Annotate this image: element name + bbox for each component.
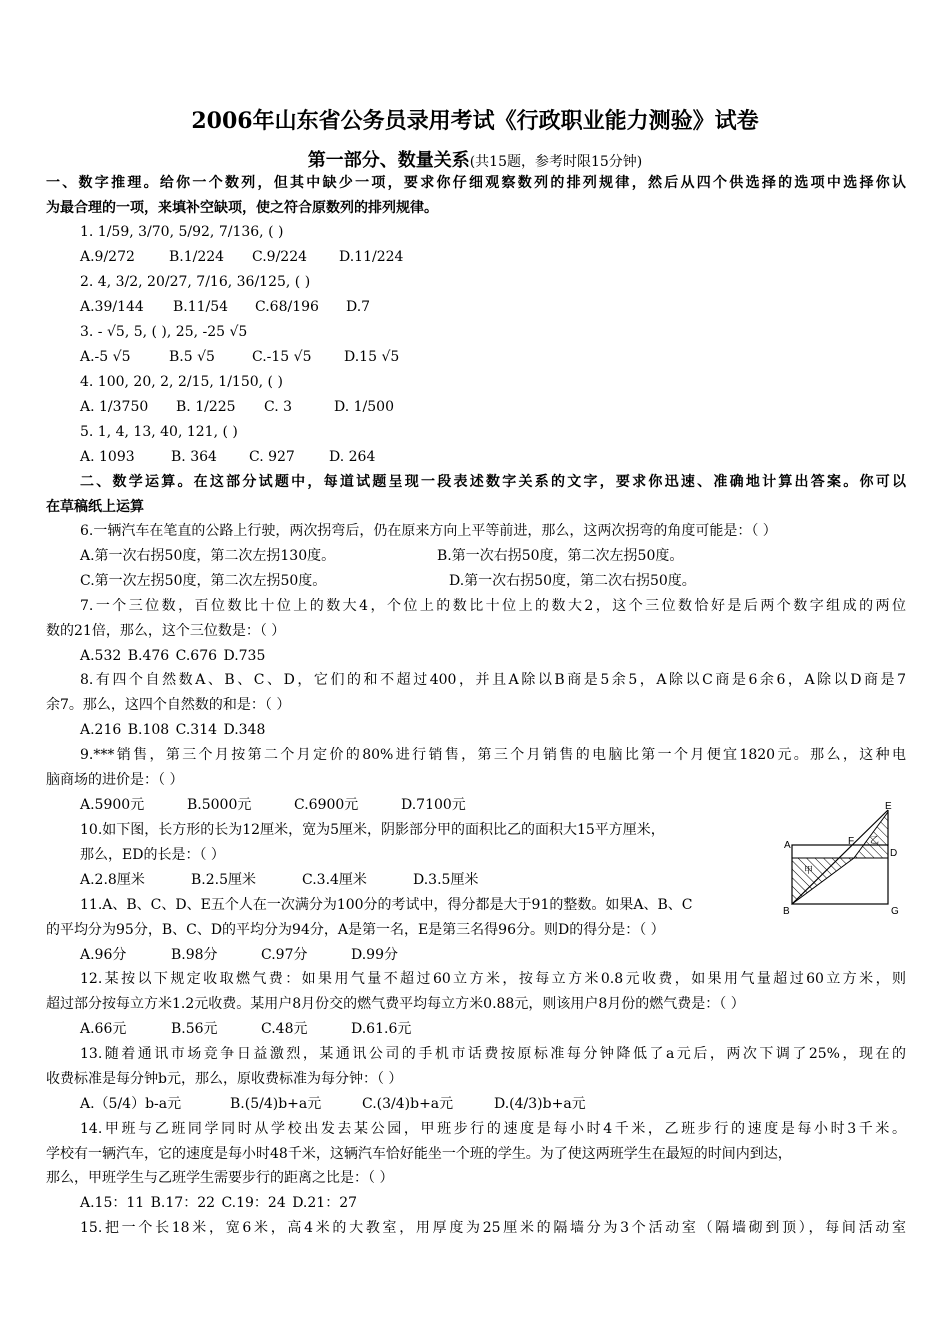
part-title: 第一部分、数量关系	[307, 150, 470, 171]
q11-option-d: D.99分	[351, 947, 398, 963]
q8-line2: 余7。那么，这四个自然数的和是：（ ）	[46, 697, 291, 713]
q4-option-c: C. 3	[264, 399, 293, 415]
q13-options	[80, 1094, 586, 1114]
q4-option-b: B. 1/225	[176, 399, 236, 415]
q9-line2: 脑商场的进价是：（ ）	[46, 772, 184, 788]
q14-line2: 学校有一辆汽车，它的速度是每小时48千米，这辆汽车恰好能坐一个班的学生。为了使这两班学生在最短的时间内到达，	[46, 1146, 792, 1162]
q10-option-c: C.3.4厘米	[302, 872, 367, 888]
q5-option-d: D. 264	[329, 449, 376, 465]
q9-option-b: B.5000元	[187, 797, 252, 813]
section1-instruction-line1: 一、数字推理。给你一个数列，但其中缺少一项，要求你仔细观察数列的排列规律，然后从四个供选择的选项中选择你认	[46, 175, 906, 191]
section2-instruction-line1: 二、数学运算。在这部分试题中，每道试题呈现一段表述数字关系的文字，要求你迅速、准确地计算出答案。你可以	[80, 474, 906, 490]
q7-line2: 数的21倍，那么，这个三位数是：（ ）	[46, 623, 286, 639]
label-g: G	[891, 906, 899, 917]
label-a: A	[784, 840, 791, 851]
q3-option-d: D.15 √5	[344, 349, 400, 365]
figure-shaded-yi	[854, 812, 888, 858]
q11-option-b: B.98分	[171, 947, 218, 963]
section2-instruction-line2: 在草稿纸上运算	[46, 499, 144, 515]
q15-line1: 15.把一个长18米，宽6米，高4米的大教室，用厚度为25厘米的隔墙分为3个活动室（隔墙砌到顶），每间活动室	[80, 1220, 906, 1236]
label-jia: 甲	[804, 866, 814, 876]
q12-line2: 超过部分按每立方米1.2元收费。某用户8月份交的燃气费平均每立方米0.88元，则该用户8月份的燃气费是：（ ）	[46, 996, 745, 1012]
q13-option-c: C.(3/4)b+a元	[362, 1096, 454, 1112]
q13-option-b: B.(5/4)b+a元	[230, 1096, 322, 1112]
q10-option-d: D.3.5厘米	[413, 872, 479, 888]
q3-option-b: B.5 √5	[169, 349, 215, 365]
q11-line2: 的平均分为95分，B、C、D的平均分为94分，A是第一名，E是第三名得96分。则D的得分是：（ ）	[46, 922, 665, 938]
q6-text: 6.一辆汽车在笔直的公路上行驶，两次拐弯后，仍在原来方向上平等前进，那么，这两次拐弯的角度可能是：（ ）	[80, 523, 777, 539]
q8-line1: 8.有四个自然数A、B、C、D，它们的和不超过400，并且A除以B商是5余5，A除以C商是6余6，A除以D商是7	[80, 672, 906, 688]
q7-options: A.532 B.476 C.676 D.735	[80, 648, 266, 664]
q14-line3: 那么，甲班学生与乙班学生需要步行的距离之比是：（ ）	[46, 1170, 394, 1186]
q9-options	[80, 795, 466, 815]
q2-option-c: C.68/196	[255, 299, 319, 315]
label-f: F	[848, 836, 855, 847]
q10-option-b: B.2.5厘米	[191, 872, 257, 888]
q2-option-a: A.39/144	[80, 299, 144, 315]
label-b: B	[783, 906, 790, 917]
q2-options	[80, 297, 370, 317]
section1-instruction-line2: 为最合理的一项，来填补空缺项，使之符合原数列的排列规律。	[46, 200, 438, 216]
label-d: D	[890, 848, 898, 859]
q3-text: 3. - √5, 5, ( ), 25, -25 √5	[80, 324, 248, 340]
figure-shaded-jia	[792, 858, 854, 904]
q11-line1: 11.A、B、C、D、E五个人在一次满分为100分的考试中，得分都是大于91的整数。如果A、B、C	[80, 897, 693, 913]
q11-option-a: A.96分	[80, 947, 127, 963]
q4-option-d: D. 1/500	[334, 399, 394, 415]
label-e: E	[885, 801, 892, 812]
q2-option-d: D.7	[346, 299, 371, 315]
q6-option-d: D.第一次右拐50度，第二次右拐50度。	[449, 573, 696, 589]
q9-option-d: D.7100元	[401, 797, 466, 813]
q1-text: 1. 1/59, 3/70, 5/92, 7/136, ( )	[80, 224, 284, 240]
q5-option-a: A. 1093	[80, 449, 135, 465]
q8-options: A.216 B.108 C.314 D.348	[80, 722, 266, 738]
q9-option-c: C.6900元	[294, 797, 359, 813]
q13-line2: 收费标准是每分钟b元，那么，原收费标准为每分钟：（ ）	[46, 1071, 403, 1087]
q10-option-a: A.2.8厘米	[80, 872, 145, 888]
q14-options: A.15：11 B.17：22 C.19：24 D.21：27	[80, 1195, 358, 1211]
q5-option-c: C. 927	[249, 449, 295, 465]
q11-option-c: C.97分	[261, 947, 308, 963]
q1-option-c: C.9/224	[252, 249, 308, 265]
q10-line1: 10.如下图，长方形的长为12厘米，宽为5厘米，阴影部分甲的面积比乙的面积大15平方厘米，	[80, 822, 665, 838]
q4-options	[80, 397, 394, 417]
q13-line1: 13.随着通讯市场竞争日益激烈，某通讯公司的手机市话费按原标准每分钟降低了a元后，两次下调了25%，现在的	[80, 1046, 906, 1062]
q4-text: 4. 100, 20, 2, 2/15, 1/150, ( )	[80, 374, 283, 390]
label-yi: 乙	[870, 836, 880, 846]
part-heading	[0, 146, 950, 172]
q12-option-b: B.56元	[171, 1021, 218, 1037]
q11-options	[80, 945, 398, 965]
q12-options	[80, 1019, 411, 1039]
exam-title: 2006年山东省公务员录用考试《行政职业能力测验》试卷	[191, 108, 759, 134]
q13-option-a: A.（5/4）b-a元	[80, 1096, 182, 1112]
q9-line1: 9.***销售，第三个月按第二个月定价的80%进行销售，第三个月销售的电脑比第一个月便宜1820元。那么，这种电	[80, 747, 906, 763]
q1-options	[80, 247, 403, 267]
q3-option-a: A.-5 √5	[80, 349, 131, 365]
part-note: (共15题，参考时限15分钟)	[469, 154, 643, 170]
q2-text: 2. 4, 3/2, 20/27, 7/16, 36/125, ( )	[80, 274, 311, 290]
q10-rectangle-figure	[782, 800, 902, 918]
q10-options	[80, 870, 478, 890]
q5-option-b: B. 364	[171, 449, 217, 465]
q10-line2: 那么，ED的长是：（ ）	[80, 847, 225, 863]
q4-option-a: A. 1/3750	[80, 399, 149, 415]
q6-option-a: A.第一次右拐50度，第二次左拐130度。	[80, 548, 336, 564]
q12-option-a: A.66元	[80, 1021, 127, 1037]
q3-options	[80, 347, 399, 367]
q3-option-c: C.-15 √5	[252, 349, 312, 365]
q12-option-c: C.48元	[261, 1021, 308, 1037]
q12-option-d: D.61.6元	[351, 1021, 412, 1037]
q12-line1: 12.某按以下规定收取燃气费：如果用气量不超过60立方米，按每立方米0.8元收费，如果用气量超过60立方米，则	[80, 971, 906, 987]
q14-line1: 14.甲班与乙班同学同时从学校出发去某公园，甲班步行的速度是每小时4千米，乙班步行的速度是每小时3千米。	[80, 1121, 906, 1137]
q13-option-d: D.(4/3)b+a元	[494, 1096, 586, 1112]
q5-text: 5. 1, 4, 13, 40, 121, ( )	[80, 424, 238, 440]
q1-option-b: B.1/224	[169, 249, 225, 265]
q7-line1: 7.一个三位数，百位数比十位上的数大4，个位上的数比十位上的数大2，这个三位数恰好是后两个数字组成的两位	[80, 598, 906, 614]
q2-option-b: B.11/54	[173, 299, 229, 315]
q1-option-a: A.9/272	[80, 249, 135, 265]
q6-option-b: B.第一次右拐50度，第二次左拐50度。	[437, 548, 684, 564]
q9-option-a: A.5900元	[80, 797, 145, 813]
q1-option-d: D.11/224	[339, 249, 404, 265]
q6-option-c: C.第一次左拐50度，第二次左拐50度。	[80, 573, 327, 589]
q5-options	[80, 447, 375, 467]
